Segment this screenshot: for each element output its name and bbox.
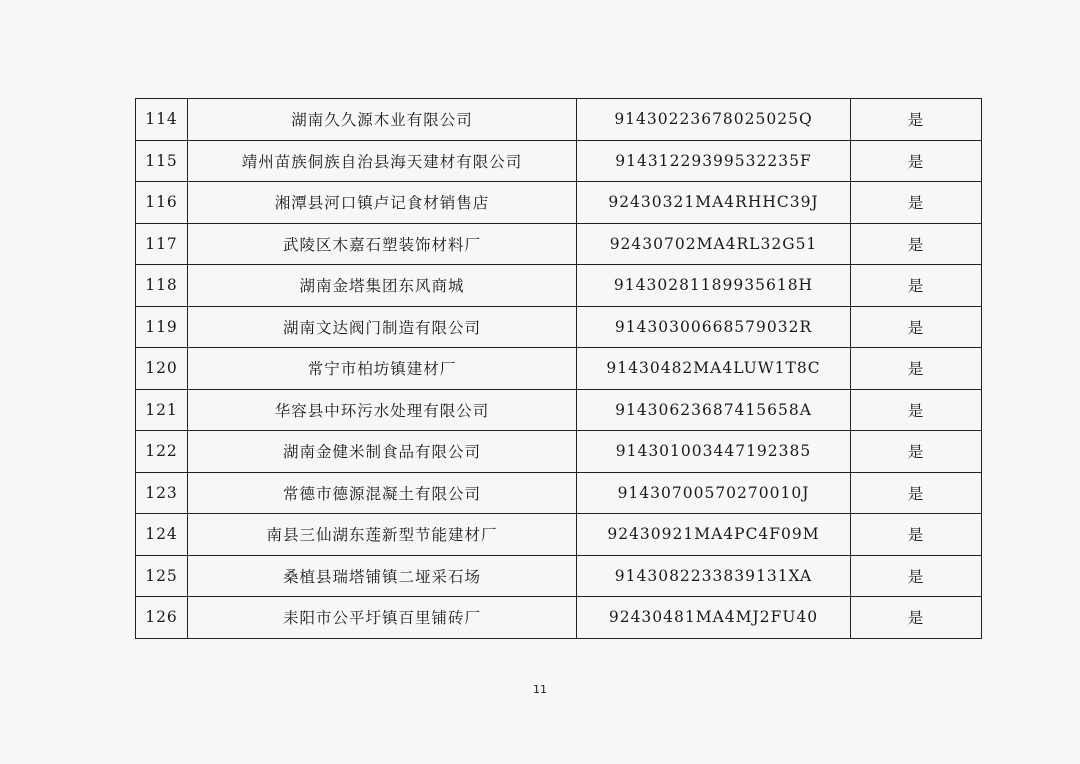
company-name: 湖南久久源木业有限公司: [188, 99, 577, 141]
status-flag: 是: [851, 389, 982, 431]
row-index: 120: [136, 348, 188, 390]
company-name: 靖州苗族侗族自治县海天建材有限公司: [188, 140, 577, 182]
status-flag: 是: [851, 265, 982, 307]
row-index: 114: [136, 99, 188, 141]
credit-code: 91430623687415658A: [577, 389, 851, 431]
status-flag: 是: [851, 431, 982, 473]
status-flag: 是: [851, 140, 982, 182]
credit-code: 91430300668579032R: [577, 306, 851, 348]
table-row: [136, 348, 982, 390]
company-name: 湘潭县河口镇卢记食材销售店: [188, 182, 577, 224]
credit-code: 91431229399532235F: [577, 140, 851, 182]
row-index: 121: [136, 389, 188, 431]
credit-code: 91430281189935618H: [577, 265, 851, 307]
row-index: 118: [136, 265, 188, 307]
table-row: [136, 431, 982, 473]
table-row: [136, 514, 982, 556]
company-name: 湖南金塔集团东风商城: [188, 265, 577, 307]
credit-code: 914301003447192385: [577, 431, 851, 473]
row-index: 116: [136, 182, 188, 224]
row-index: 124: [136, 514, 188, 556]
status-flag: 是: [851, 348, 982, 390]
company-name: 常德市德源混凝土有限公司: [188, 472, 577, 514]
row-index: 117: [136, 223, 188, 265]
company-name: 武陵区木嘉石塑装饰材料厂: [188, 223, 577, 265]
table-row: [136, 99, 982, 141]
credit-code: 9143082233839131XA: [577, 555, 851, 597]
table-row: [136, 597, 982, 639]
table-row: [136, 265, 982, 307]
credit-code: 91430223678025025Q: [577, 99, 851, 141]
table-row: [136, 389, 982, 431]
enterprise-table: [135, 98, 982, 639]
credit-code: 91430700570270010J: [577, 472, 851, 514]
status-flag: 是: [851, 472, 982, 514]
table-row: [136, 306, 982, 348]
credit-code: 92430702MA4RL32G51: [577, 223, 851, 265]
status-flag: 是: [851, 597, 982, 639]
company-name: 湖南金健米制食品有限公司: [188, 431, 577, 473]
company-name: 华容县中环污水处理有限公司: [188, 389, 577, 431]
status-flag: 是: [851, 555, 982, 597]
table-row: [136, 182, 982, 224]
row-index: 122: [136, 431, 188, 473]
table-row: [136, 140, 982, 182]
status-flag: 是: [851, 223, 982, 265]
credit-code: 91430482MA4LUW1T8C: [577, 348, 851, 390]
status-flag: 是: [851, 182, 982, 224]
row-index: 119: [136, 306, 188, 348]
company-name: 桑植县瑞塔铺镇二垭采石场: [188, 555, 577, 597]
row-index: 123: [136, 472, 188, 514]
company-name: 常宁市柏坊镇建材厂: [188, 348, 577, 390]
row-index: 126: [136, 597, 188, 639]
status-flag: 是: [851, 99, 982, 141]
credit-code: 92430321MA4RHHC39J: [577, 182, 851, 224]
table-row: [136, 555, 982, 597]
row-index: 125: [136, 555, 188, 597]
row-index: 115: [136, 140, 188, 182]
credit-code: 92430481MA4MJ2FU40: [577, 597, 851, 639]
table-row: [136, 223, 982, 265]
company-name: 南县三仙湖东莲新型节能建材厂: [188, 514, 577, 556]
page-number: 11: [533, 683, 547, 696]
status-flag: 是: [851, 306, 982, 348]
company-name: 湖南文达阀门制造有限公司: [188, 306, 577, 348]
company-name: 耒阳市公平圩镇百里铺砖厂: [188, 597, 577, 639]
table-row: [136, 472, 982, 514]
status-flag: 是: [851, 514, 982, 556]
credit-code: 92430921MA4PC4F09M: [577, 514, 851, 556]
